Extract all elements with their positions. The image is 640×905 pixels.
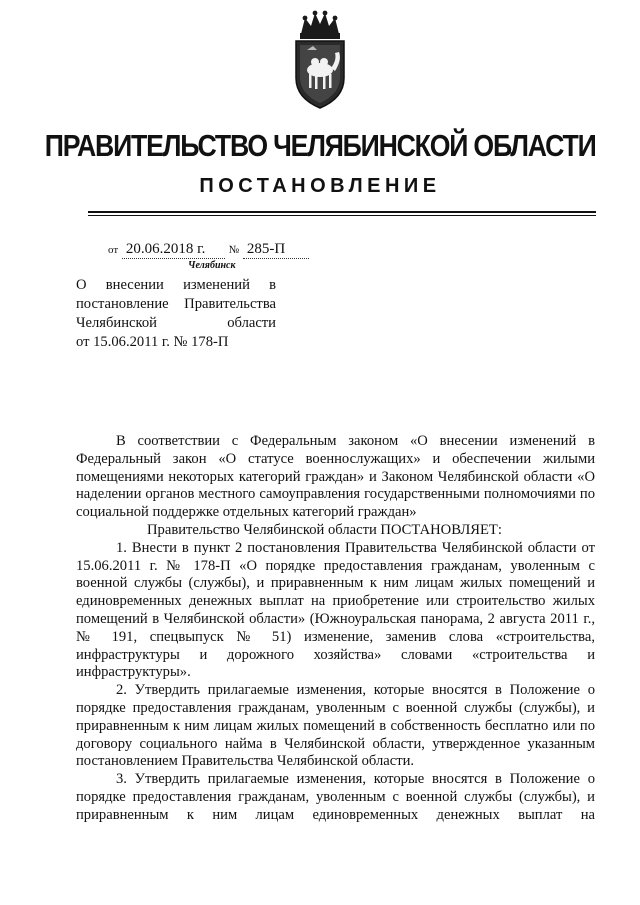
date-label: от	[108, 244, 119, 256]
paragraph-item-2: 2. Утвердить прилагаемые изменения, которые вносятся в Положение о порядке предоставления гражданам, уволенным с военной службы (службы), и приравненным к ним лицам жилых помещений в собственность бесплатно или по договору социального найма в Челябинской области, утвержденное указанным постановлением Правительства Челябинской области.	[76, 682, 595, 770]
subject-line: Челябинской области	[76, 315, 276, 331]
document-type: ПОСТАНОВЛЕНИЕ	[199, 175, 441, 197]
document-number: 285-П	[243, 241, 309, 259]
paragraph-item-1: 1. Внести в пункт 2 постановления Правительства Челябинской области от 15.06.2011 г. № 178-П «О порядке предоставления гражданам, уволенным с военной службы (службы), и приравненным к ним лицам жилых помещений и единовременных денежных выплат на приобретение или строительство жилых помещений в Челябинской области» (Южноуральская панорама, 2 августа 2011 г., № 191, спецвыпуск № 51) изменение, заменив слова «строительства, инфраструктуры и дорожного хозяйства» словами «строительства и инфраструктуры».	[76, 539, 595, 681]
city-name: Челябинск	[188, 260, 236, 271]
document-date: 20.06.2018 г.	[122, 241, 225, 259]
coat-of-arms-icon	[287, 10, 353, 110]
paragraph-item-3: 3. Утвердить прилагаемые изменения, которые вносятся в Положение о порядке предоставления гражданам, уволенным с военной службы (службы), и приравненным к ним лицам единовременных денежных выплат на	[76, 771, 595, 823]
header-divider	[88, 211, 596, 213]
document-subject	[76, 276, 276, 352]
document-meta	[108, 241, 309, 259]
government-title: ПРАВИТЕЛЬСТВО ЧЕЛЯБИНСКОЙ ОБЛАСТИ	[44, 128, 596, 163]
subject-line: О внесении изменений в	[76, 277, 276, 293]
subject-line: от 15.06.2011 г. № 178-П	[76, 334, 229, 350]
header-divider-thin	[88, 215, 596, 216]
document-body	[76, 433, 595, 825]
paragraph-resolves: Правительство Челябинской области ПОСТАНОВЛЯЕТ:	[147, 521, 502, 538]
subject-line: постановление Правительства	[76, 296, 276, 312]
crown-icon	[300, 11, 340, 39]
paragraph-preamble: В соответствии с Федеральным законом «О внесении изменений в Федеральный закон «О статусе военнослужащих» и обеспечении жилыми помещениями некоторых категорий граждан» и Законом Челябинской области «О наделении органов местного самоуправления государственными полномочиями по социальной поддержке отдельных категорий граждан»	[76, 433, 595, 521]
number-label: №	[228, 244, 240, 256]
